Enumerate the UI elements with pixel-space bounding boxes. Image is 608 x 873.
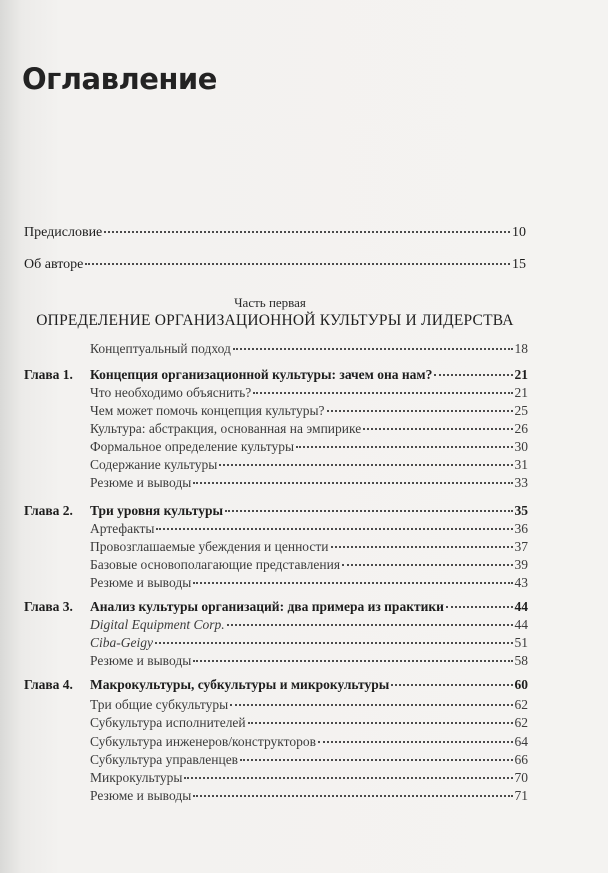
- part-title: ОПРЕДЕЛЕНИЕ ОРГАНИЗАЦИОННОЙ КУЛЬТУРЫ И ЛИДЕРСТВА: [36, 312, 514, 329]
- chapter-title: Концепция организационной культуры: зачем она нам?: [90, 367, 433, 382]
- chapter-title: Макрокультуры, субкультуры и микрокультуры: [90, 677, 390, 692]
- dot-leader: [342, 564, 512, 566]
- dot-leader: [193, 582, 512, 584]
- section-label: Ciba-Geigy: [90, 635, 153, 650]
- section-page-number: 31: [514, 457, 528, 472]
- dot-leader: [240, 759, 512, 761]
- section-label: Чем может помочь концепция культуры?: [90, 403, 325, 418]
- dot-leader: [230, 704, 512, 706]
- dot-leader: [85, 263, 510, 265]
- dot-leader: [219, 464, 512, 466]
- section-label: Субкультура управленцев: [90, 752, 239, 767]
- section-page-number: 36: [514, 521, 528, 536]
- dot-leader: [331, 546, 513, 548]
- dot-leader: [155, 642, 513, 644]
- dot-leader: [327, 410, 513, 412]
- toc-entry-intro: [90, 341, 528, 357]
- section-page-number: 64: [514, 734, 528, 749]
- dot-leader: [104, 231, 510, 233]
- entry-page-number: 10: [512, 225, 526, 240]
- part-label: Часть первая: [234, 295, 306, 310]
- chapter-number: Глава 1.: [24, 367, 73, 382]
- section-label: Содержание культуры: [90, 457, 218, 472]
- dot-leader: [391, 684, 512, 686]
- dot-leader: [193, 660, 512, 662]
- page-title: Оглавление: [22, 62, 217, 96]
- section-label: Микрокультуры: [90, 770, 183, 785]
- toc-section: [90, 439, 528, 455]
- section-page-number: 21: [514, 385, 528, 400]
- entry-label: Предисловие: [24, 225, 103, 240]
- section-label: Резюме и выводы: [90, 475, 192, 490]
- toc-section: [90, 617, 528, 633]
- toc-section: [90, 539, 528, 555]
- section-label: Субкультура инженеров/конструкторов: [90, 734, 316, 749]
- dot-leader: [193, 795, 512, 797]
- section-page-number: 62: [514, 697, 528, 712]
- section-page-number: 62: [514, 715, 528, 730]
- section-label: Провозглашаемые убеждения и ценности: [90, 539, 329, 554]
- toc-section: [90, 403, 528, 419]
- section-page-number: 43: [514, 575, 528, 590]
- dot-leader: [156, 528, 512, 530]
- dot-leader: [446, 606, 513, 608]
- dot-leader: [253, 392, 512, 394]
- section-page-number: 25: [514, 403, 528, 418]
- section-label: Резюме и выводы: [90, 653, 192, 668]
- dot-leader: [296, 446, 512, 448]
- chapter-number: Глава 2.: [24, 503, 73, 518]
- toc-section: [90, 653, 528, 669]
- section-page-number: 26: [514, 421, 528, 436]
- toc-section: [90, 557, 528, 573]
- dot-leader: [225, 510, 512, 512]
- dot-leader: [248, 722, 513, 724]
- chapter-heading: [24, 367, 528, 383]
- toc-section: [90, 475, 528, 491]
- dot-leader: [193, 482, 512, 484]
- section-page-number: 33: [514, 475, 528, 490]
- toc-section: [90, 635, 528, 651]
- section-label: Резюме и выводы: [90, 575, 192, 590]
- section-page-number: 51: [514, 635, 528, 650]
- toc-section: [90, 734, 528, 750]
- toc-section: [90, 788, 528, 804]
- section-page-number: 58: [514, 653, 528, 668]
- toc-entry-about-author: [24, 257, 526, 273]
- dot-leader: [318, 741, 513, 743]
- chapter-title: Анализ культуры организаций: два примера из практики: [90, 599, 444, 614]
- chapter-heading: [24, 599, 528, 615]
- toc-section: [90, 770, 528, 786]
- entry-label: Концептуальный подход: [90, 341, 231, 356]
- section-label: Что необходимо объяснить?: [90, 385, 252, 400]
- chapter-number: Глава 4.: [24, 677, 73, 692]
- toc-section: [90, 385, 528, 401]
- toc-entry-preface: [24, 225, 526, 241]
- section-label: Артефакты: [90, 521, 155, 536]
- entry-page-number: 18: [514, 341, 528, 356]
- section-label: Три общие субкультуры: [90, 697, 229, 712]
- section-label: Резюме и выводы: [90, 788, 192, 803]
- section-page-number: 70: [514, 770, 528, 785]
- chapter-title: Три уровня культуры: [90, 503, 224, 518]
- chapter-page-number: 44: [514, 599, 528, 614]
- dot-leader: [434, 374, 512, 376]
- toc-section: [90, 697, 528, 713]
- section-page-number: 37: [514, 539, 528, 554]
- section-label: Субкультура исполнителей: [90, 715, 246, 730]
- chapter-heading: [24, 503, 528, 519]
- section-label: Базовые основополагающие представления: [90, 557, 341, 572]
- chapter-heading: [24, 677, 528, 693]
- dot-leader: [233, 348, 513, 350]
- section-page-number: 44: [514, 617, 528, 632]
- dot-leader: [184, 777, 512, 779]
- chapter-page-number: 60: [514, 677, 528, 692]
- section-page-number: 71: [514, 788, 528, 803]
- toc-section: [90, 421, 528, 437]
- section-label: Формальное определение культуры: [90, 439, 295, 454]
- section-label: Digital Equipment Corp.: [90, 617, 225, 632]
- section-page-number: 39: [514, 557, 528, 572]
- entry-page-number: 15: [512, 257, 526, 272]
- toc-section: [90, 752, 528, 768]
- section-page-number: 30: [514, 439, 528, 454]
- toc-section: [90, 575, 528, 591]
- toc-section: [90, 457, 528, 473]
- chapter-page-number: 21: [514, 367, 528, 382]
- section-page-number: 66: [514, 752, 528, 767]
- toc-section: [90, 521, 528, 537]
- chapter-number: Глава 3.: [24, 599, 73, 614]
- toc-section: [90, 715, 528, 731]
- section-label: Культура: абстракция, основанная на эмпирике: [90, 421, 362, 436]
- dot-leader: [363, 428, 512, 430]
- chapter-page-number: 35: [514, 503, 528, 518]
- dot-leader: [227, 624, 513, 626]
- entry-label: Об авторе: [24, 257, 84, 272]
